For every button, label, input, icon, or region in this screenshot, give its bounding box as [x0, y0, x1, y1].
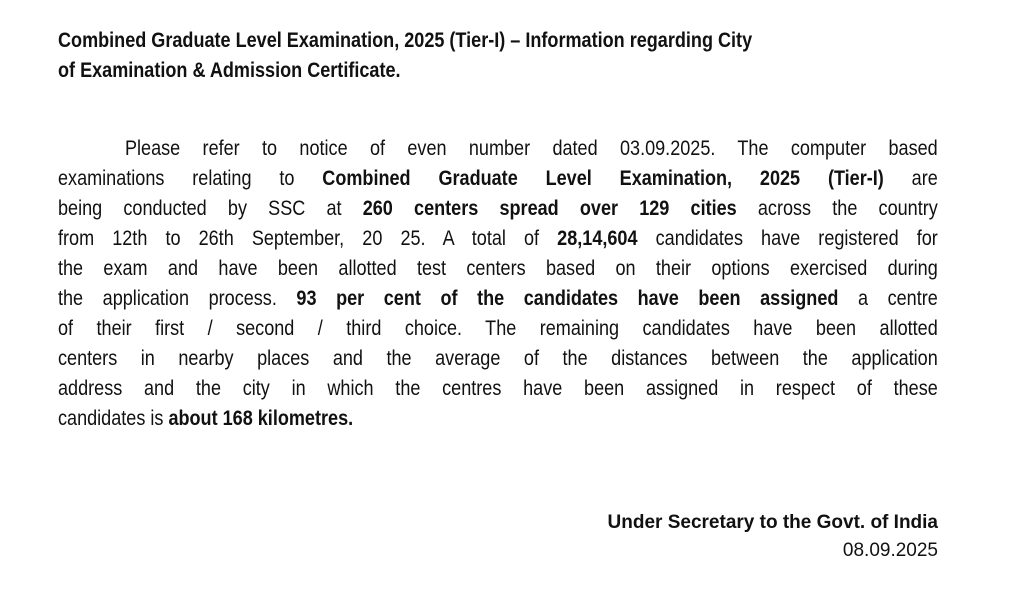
paragraph-line [58, 164, 938, 194]
text-segment: examinations relating to [58, 167, 323, 190]
emphasized-text: 28,14,604 [557, 227, 638, 250]
emphasized-text: 93 per cent of the candidates have been assigned [296, 287, 839, 310]
paragraph-line [58, 344, 938, 374]
notice-date: 08.09.2025 [842, 540, 938, 561]
text-segment: across the country [736, 197, 938, 220]
text-segment: being conducted by SSC at [58, 197, 363, 220]
paragraph-line [58, 194, 938, 224]
text-segment: the application process. [58, 287, 297, 310]
emphasized-text: about 168 kilometres. [168, 407, 354, 430]
paragraph-line [125, 134, 938, 164]
text-segment: candidates is [58, 407, 169, 430]
paragraph-line [58, 374, 938, 404]
text-segment: of their first / second / third choice. The remaining candidates have been allotted [58, 317, 938, 340]
text-segment: candidates have registered for [637, 227, 938, 250]
signatory-designation: Under Secretary to the Govt. of India [607, 512, 938, 533]
text-segment: Please refer to notice of even number dated 03.09.2025. The computer based [125, 137, 938, 160]
paragraph-line [58, 224, 938, 254]
emphasized-text: Combined Graduate Level Examination, 2025 (Tier-I) [322, 167, 884, 190]
paragraph-line [58, 314, 938, 344]
emphasized-text: 260 centers spread over 129 cities [362, 197, 737, 220]
paragraph-line [58, 254, 938, 284]
notice-title-line-2: of Examination & Admission Certificate. [58, 59, 401, 82]
text-segment: a centre [838, 287, 938, 310]
paragraph-line [58, 404, 938, 434]
paragraph-line [58, 284, 938, 314]
text-segment: centers in nearby places and the average of the distances between the application [58, 347, 938, 370]
notice-title-line-1: Combined Graduate Level Examination, 2025 (Tier-I) – Information regarding City [58, 29, 753, 52]
text-segment: from 12th to 26th September, 20 25. A total of [58, 227, 558, 250]
text-segment: address and the city in which the centres have been assigned in respect of these [58, 377, 938, 400]
text-segment: the exam and have been allotted test centers based on their options exercised during [58, 257, 938, 280]
text-segment: are [883, 167, 938, 190]
